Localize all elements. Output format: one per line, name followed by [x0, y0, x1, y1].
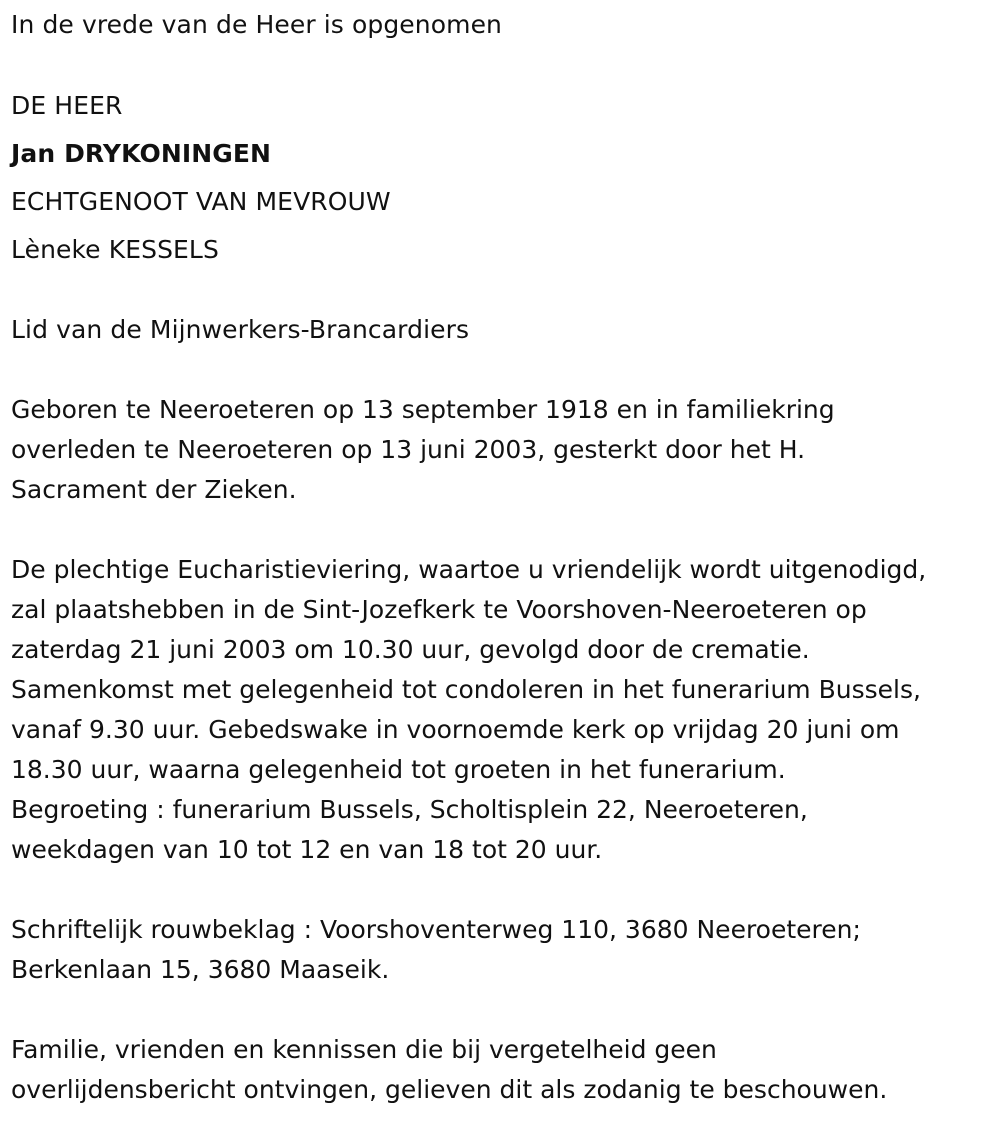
paragraph-line: De plechtige Eucharistieviering, waartoe u vriendelijk wordt uitgenodigd,: [11, 555, 927, 584]
paragraph-line: Begroeting : funerarium Bussels, Scholtisplein 22, Neeroeteren,: [11, 795, 808, 824]
paragraph-line: Sacrament der Zieken.: [11, 475, 297, 504]
intro-text: In de vrede van de Heer is opgenomen: [11, 10, 503, 39]
paragraph-line: Geboren te Neeroeteren op 13 september 1918 en in familiekring: [11, 395, 835, 424]
deceased-name: Jan DRYKONINGEN: [11, 139, 272, 168]
ceremony-paragraph: [11, 550, 996, 870]
title-prefix: DE HEER: [11, 91, 123, 120]
membership-text: Lid van de Mijnwerkers-Brancardiers: [11, 315, 470, 344]
paragraph-line: Berkenlaan 15, 3680 Maaseik.: [11, 955, 390, 984]
paragraph-line: overlijdensbericht ontvingen, gelieven dit als zodanig te beschouwen.: [11, 1075, 888, 1104]
paragraph-line: vanaf 9.30 uur. Gebedswake in voornoemde kerk op vrijdag 20 juni om: [11, 715, 900, 744]
condolences-paragraph: [11, 910, 996, 990]
notice-paragraph: [11, 1030, 996, 1110]
paragraph-line: 18.30 uur, waarna gelegenheid tot groeten in het funerarium.: [11, 755, 786, 784]
paragraph-line: overleden te Neeroeteren op 13 juni 2003, gesterkt door het H.: [11, 435, 806, 464]
paragraph-line: weekdagen van 10 tot 12 en van 18 tot 20 uur.: [11, 835, 603, 864]
paragraph-line: zaterdag 21 juni 2003 om 10.30 uur, gevolgd door de crematie.: [11, 635, 810, 664]
paragraph-line: Schriftelijk rouwbeklag : Voorshoventerweg 110, 3680 Neeroeteren;: [11, 915, 861, 944]
paragraph-line: zal plaatshebben in de Sint-Jozefkerk te Voorshoven-Neeroeteren op: [11, 595, 867, 624]
spouse-name: Lèneke KESSELS: [11, 235, 219, 264]
paragraph-line: Samenkomst met gelegenheid tot condoleren in het funerarium Bussels,: [11, 675, 921, 704]
birth-death-paragraph: [11, 390, 996, 510]
paragraph-line: Familie, vrienden en kennissen die bij vergetelheid geen: [11, 1035, 717, 1064]
spouse-prefix: ECHTGENOOT VAN MEVROUW: [11, 187, 391, 216]
